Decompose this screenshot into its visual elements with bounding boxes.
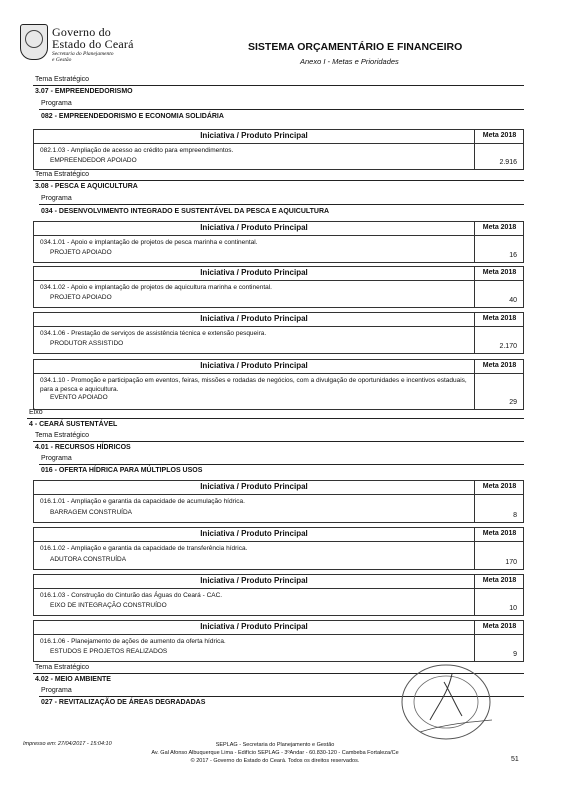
initiative-desc: 034.1.01 - Apoio e implantação de projetos de pesca marinha e continental. bbox=[40, 239, 258, 246]
meta-value: 2.916 bbox=[499, 159, 517, 166]
col-iniciativa: Iniciativa / Produto Principal bbox=[200, 268, 308, 277]
logo-line2: Estado do Ceará bbox=[52, 37, 134, 51]
product-name: EIXO DE INTEGRAÇÃO CONSTRUÍDO bbox=[50, 602, 167, 609]
programa-title: 016 - OFERTA HÍDRICA PARA MÚLTIPLOS USOS bbox=[41, 467, 203, 474]
page-number: 51 bbox=[511, 756, 519, 763]
programa-label: Programa bbox=[41, 687, 72, 694]
col-iniciativa: Iniciativa / Produto Principal bbox=[200, 622, 308, 631]
system-title: SISTEMA ORÇAMENTÁRIO E FINANCEIRO bbox=[248, 41, 463, 53]
footer-address bbox=[140, 741, 410, 765]
tema-title: 4.02 - MEIO AMBIENTE bbox=[35, 676, 111, 683]
col-meta: Meta 2018 bbox=[482, 623, 517, 630]
col-meta: Meta 2018 bbox=[482, 224, 517, 231]
programa-title: 082 - EMPREENDEDORISMO E ECONOMIA SOLIDÁRIA bbox=[41, 113, 224, 120]
product-name: EVENTO APOIADO bbox=[50, 394, 108, 401]
col-iniciativa: Iniciativa / Produto Principal bbox=[200, 529, 308, 538]
initiative-box bbox=[33, 620, 524, 662]
meta-value: 16 bbox=[509, 252, 517, 259]
meta-value: 9 bbox=[513, 651, 517, 658]
state-crest-icon bbox=[20, 24, 48, 60]
footer-line2: Av. Gal Afonso Albuquerque Lima - Edifício SEPLAG - 3ºAndar - 60.830-120 - Cambeba Fortaleza/Ce bbox=[151, 750, 399, 756]
initiative-desc: 016.1.02 - Ampliação e garantia da capacidade de transferência hídrica. bbox=[40, 545, 248, 552]
meta-value: 2.170 bbox=[499, 343, 517, 350]
col-iniciativa: Iniciativa / Produto Principal bbox=[200, 361, 308, 370]
eixo-title: 4 - CEARÁ SUSTENTÁVEL bbox=[29, 421, 118, 428]
divider bbox=[27, 418, 524, 419]
initiative-box bbox=[33, 266, 524, 308]
tema-label: Tema Estratégico bbox=[35, 76, 90, 83]
meta-value: 40 bbox=[509, 297, 517, 304]
logo-line1: Governo do bbox=[52, 25, 111, 39]
meta-value: 29 bbox=[509, 399, 517, 406]
government-logo bbox=[20, 24, 190, 64]
initiative-desc: 016.1.01 - Ampliação e garantia da capacidade de acumulação hídrica. bbox=[40, 498, 245, 505]
programa-label: Programa bbox=[41, 455, 72, 462]
meta-value: 8 bbox=[513, 512, 517, 519]
initiative-desc: 016.1.06 - Planejamento de ações de aumento da oferta hídrica. bbox=[40, 638, 226, 645]
divider bbox=[33, 85, 524, 86]
print-timestamp: Impresso em: 27/04/2017 - 15:04:10 bbox=[23, 741, 112, 747]
programa-label: Programa bbox=[41, 195, 72, 202]
initiative-desc: 034.1.02 - Apoio e implantação de projetos de aquicultura marinha e continental. bbox=[40, 284, 272, 291]
tema-label: Tema Estratégico bbox=[35, 664, 90, 671]
meta-value: 10 bbox=[509, 605, 517, 612]
product-name: ADUTORA CONSTRUÍDA bbox=[50, 556, 127, 563]
initiative-box bbox=[33, 359, 524, 410]
logo-sub2: e Gestão bbox=[52, 57, 72, 63]
col-meta: Meta 2018 bbox=[482, 483, 517, 490]
programa-title: 027 - REVITALIZAÇÃO DE ÁREAS DEGRADADAS bbox=[41, 699, 206, 706]
product-name: BARRAGEM CONSTRUÍDA bbox=[50, 509, 132, 516]
initiative-box bbox=[33, 129, 524, 170]
meta-value: 170 bbox=[505, 559, 517, 566]
logo-sub1: Secretaria do Planejamento bbox=[52, 51, 114, 57]
col-meta: Meta 2018 bbox=[482, 530, 517, 537]
initiative-box bbox=[33, 527, 524, 570]
col-meta: Meta 2018 bbox=[482, 269, 517, 276]
tema-title: 4.01 - RECURSOS HÍDRICOS bbox=[35, 444, 131, 451]
col-iniciativa: Iniciativa / Produto Principal bbox=[200, 576, 308, 585]
tema-title: 3.07 - EMPREENDEDORISMO bbox=[35, 88, 133, 95]
col-meta: Meta 2018 bbox=[482, 362, 517, 369]
divider bbox=[39, 464, 524, 465]
official-stamp-icon bbox=[400, 662, 492, 742]
initiative-desc: 082.1.03 - Ampliação de acesso ao crédito para empreendimentos. bbox=[40, 147, 234, 154]
tema-label: Tema Estratégico bbox=[35, 171, 90, 178]
eixo-label: Eixo bbox=[29, 409, 43, 416]
col-meta: Meta 2018 bbox=[482, 132, 517, 139]
tema-title: 3.08 - PESCA E AQUICULTURA bbox=[35, 183, 138, 190]
programa-label: Programa bbox=[41, 100, 72, 107]
logo-subtitle bbox=[52, 51, 132, 63]
divider bbox=[39, 109, 524, 110]
programa-title: 034 - DESENVOLVIMENTO INTEGRADO E SUSTENTÁVEL DA PESCA E AQUICULTURA bbox=[41, 208, 330, 215]
initiative-box bbox=[33, 221, 524, 263]
product-name: EMPREENDEDOR APOIADO bbox=[50, 157, 137, 164]
initiative-box bbox=[33, 574, 524, 616]
product-name: PROJETO APOIADO bbox=[50, 294, 112, 301]
initiative-box bbox=[33, 480, 524, 523]
col-iniciativa: Iniciativa / Produto Principal bbox=[200, 223, 308, 232]
initiative-desc: 034.1.10 - Promoção e participação em eventos, feiras, missões e rodadas de negócios, com a divulgação de oportunidades e incentivos estaduais, para a pesca e aquicultura. bbox=[40, 377, 467, 393]
product-name: PROJETO APOIADO bbox=[50, 249, 112, 256]
product-name: ESTUDOS E PROJETOS REALIZADOS bbox=[50, 648, 168, 655]
tema-label: Tema Estratégico bbox=[35, 432, 90, 439]
col-iniciativa: Iniciativa / Produto Principal bbox=[200, 482, 308, 491]
initiative-box bbox=[33, 312, 524, 354]
col-iniciativa: Iniciativa / Produto Principal bbox=[200, 314, 308, 323]
footer-line1: SEPLAG - Secretaria do Planejamento e Gestão bbox=[215, 742, 335, 748]
divider bbox=[33, 441, 524, 442]
product-name: PRODUTOR ASSISTIDO bbox=[50, 340, 124, 347]
initiative-desc: 016.1.03 - Construção do Cinturão das Águas do Ceará - CAC. bbox=[40, 592, 223, 599]
footer-line3: © 2017 - Governo do Estado do Ceará. Todos os direitos reservados. bbox=[190, 758, 360, 764]
document-subtitle: Anexo I - Metas e Prioridades bbox=[300, 57, 399, 66]
initiative-desc: 034.1.06 - Prestação de serviços de assistência técnica e extensão pesqueira. bbox=[40, 330, 267, 337]
divider bbox=[39, 204, 524, 205]
col-iniciativa: Iniciativa / Produto Principal bbox=[200, 131, 308, 140]
divider bbox=[33, 180, 524, 181]
col-meta: Meta 2018 bbox=[482, 315, 517, 322]
col-meta: Meta 2018 bbox=[482, 577, 517, 584]
